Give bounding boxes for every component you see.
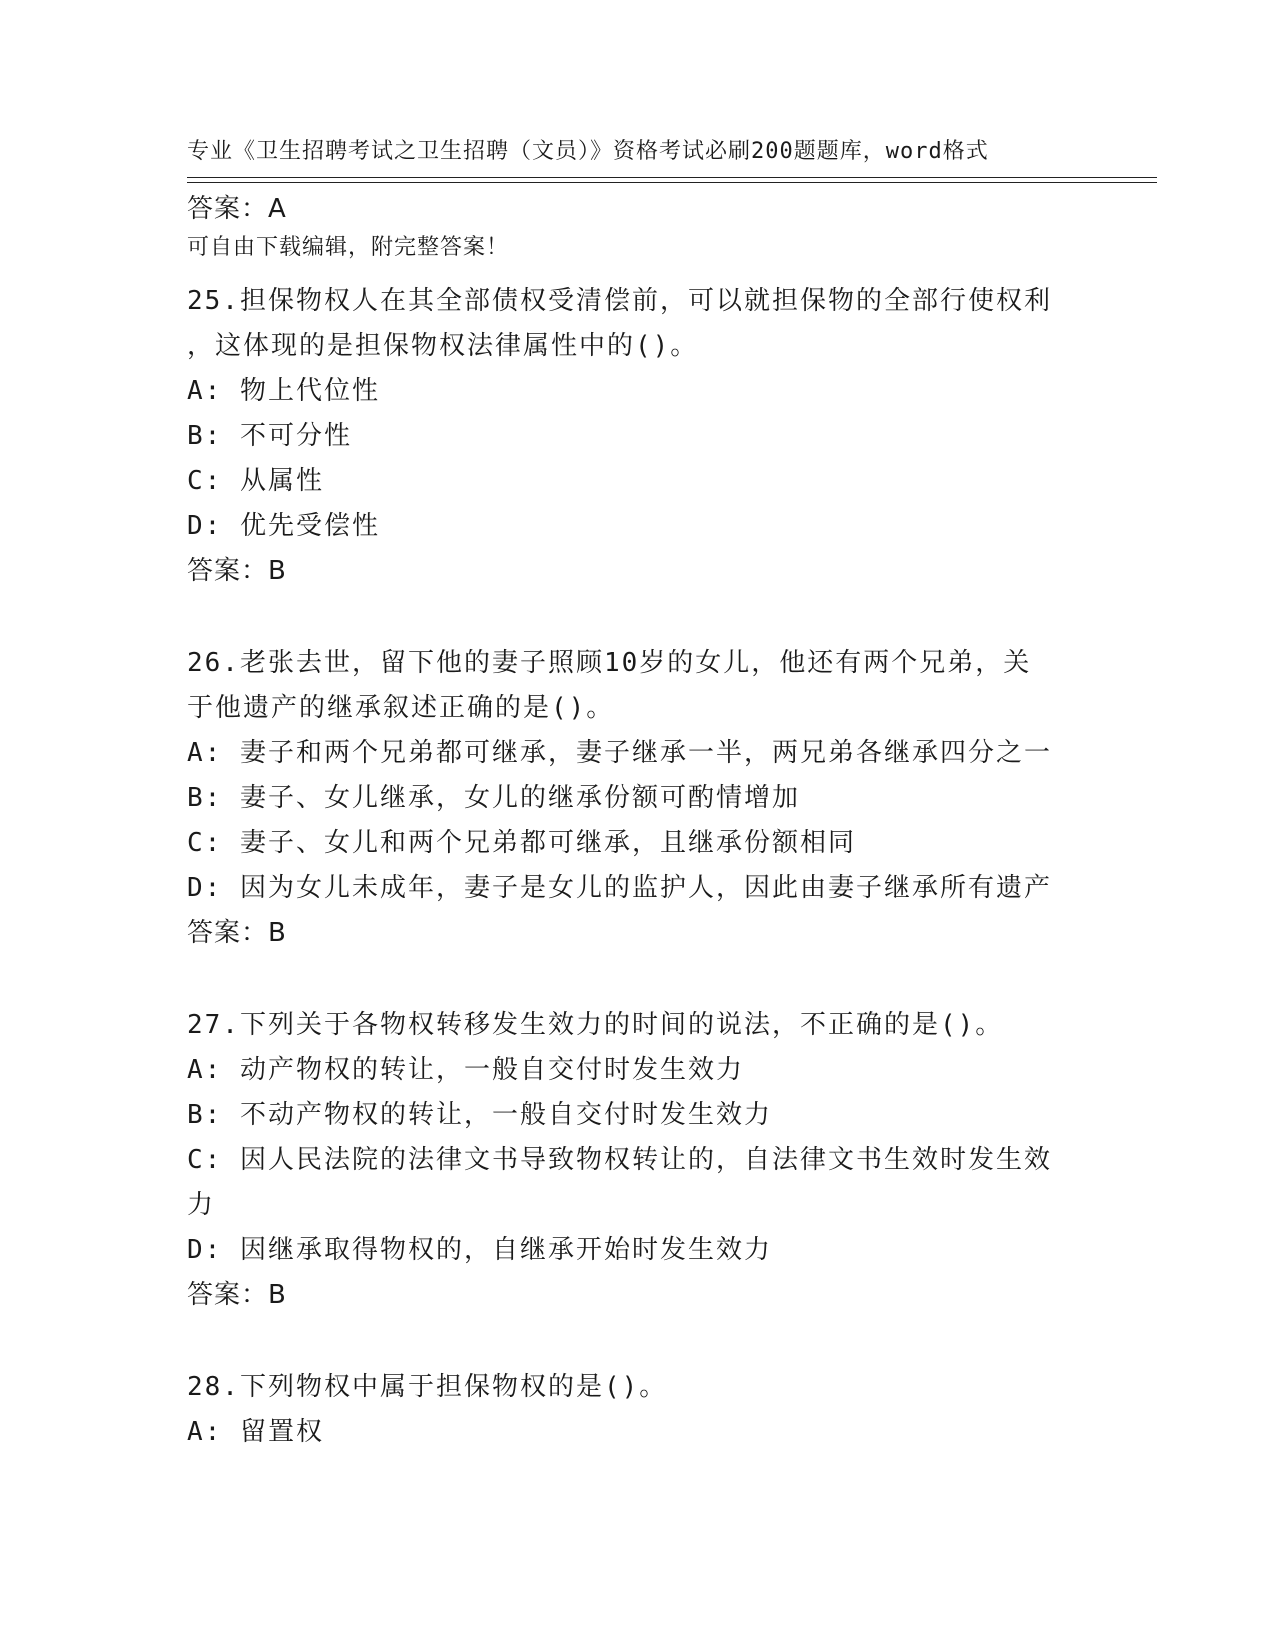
previous-answer: 答案：A [187,194,287,224]
question-stem-line: 27.下列关于各物权转移发生效力的时间的说法，不正确的是()。 [187,1010,1004,1040]
option-a: A: 物上代位性 [187,376,380,406]
option-a: A: 动产物权的转让，一般自交付时发生效力 [187,1055,744,1085]
option-b: B: 不动产物权的转让，一般自交付时发生效力 [187,1100,772,1130]
question-list [187,187,1087,1455]
question-item-27 [187,1003,1087,1318]
option-d: D: 因继承取得物权的，自继承开始时发生效力 [187,1235,772,1265]
option-b: B: 妻子、女儿继承，女儿的继承份额可酌情增加 [187,783,800,813]
option-d: D: 优先受偿性 [187,511,380,541]
question-stem-line: 28.下列物权中属于担保物权的是()。 [187,1372,668,1402]
answer-label: 答案：B [187,1280,287,1310]
answer-label: 答案：B [187,918,287,948]
question-item-25 [187,279,1087,594]
spacer [187,956,1087,1003]
option-c: C: 从属性 [187,466,324,496]
question-stem-line: 26.老张去世，留下他的妻子照顾10岁的女儿，他还有两个兄弟，关 [187,648,1032,678]
option-c: C: 妻子、女儿和两个兄弟都可继承，且继承份额相同 [187,828,856,858]
question-stem-line: 于他遗产的继承叙述正确的是()。 [187,693,615,723]
header-line-2: 可自由下载编辑，附完整答案！ [187,235,510,260]
question-stem-line: 25.担保物权人在其全部债权受清偿前，可以就担保物的全部行使权利 [187,286,1052,316]
option-c: C: 因人民法院的法律文书导致物权转让的，自法律文书生效时发生效 [187,1145,1052,1175]
option-d: D: 因为女儿未成年，妻子是女儿的监护人，因此由妻子继承所有遗产 [187,873,1052,903]
header-divider-bottom [187,182,1157,183]
spacer [187,594,1087,641]
question-item-28 [187,1365,1087,1455]
option-b: B: 不可分性 [187,421,352,451]
option-c-continued: 力 [187,1190,216,1220]
spacer [187,232,1087,279]
header-line-1: 专业《卫生招聘考试之卫生招聘（文员）》资格考试必刷200题题库，word格式 [187,139,989,164]
question-stem-line: ，这体现的是担保物权法律属性中的()。 [187,331,699,361]
option-a: A: 妻子和两个兄弟都可继承，妻子继承一半，两兄弟各继承四分之一 [187,738,1052,768]
header-divider-top [187,177,1157,178]
answer-label: 答案：B [187,556,287,586]
option-a: A: 留置权 [187,1417,324,1447]
question-item-26 [187,641,1087,956]
spacer [187,1318,1087,1365]
